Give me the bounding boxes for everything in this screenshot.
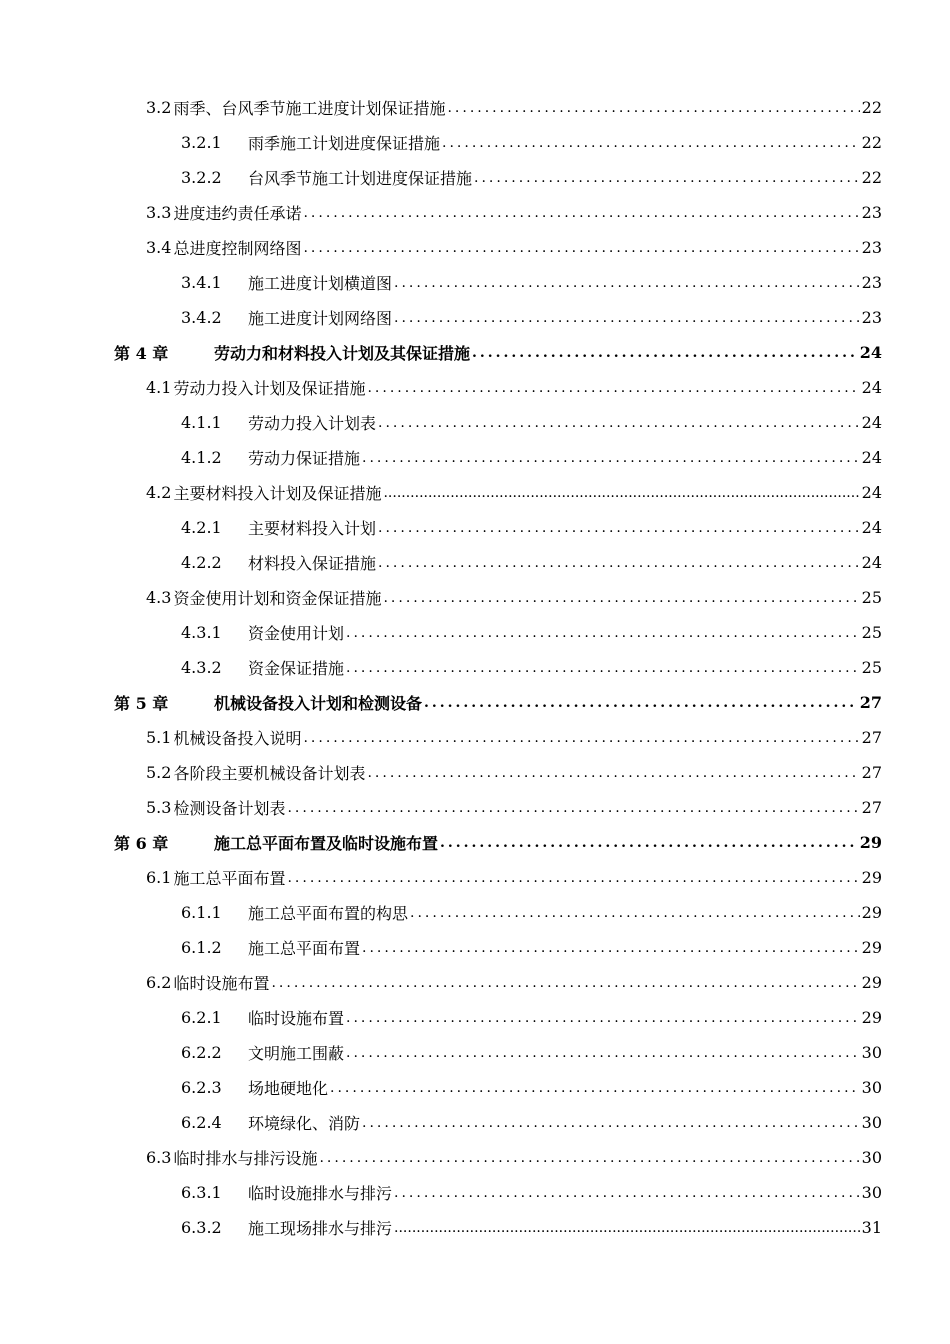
toc-entry[interactable] <box>181 1070 882 1105</box>
toc-entry[interactable] <box>146 370 882 405</box>
toc-entry-title: 进度违约责任承诺 <box>173 204 302 223</box>
toc-entry-number: 第 6 章 <box>114 834 169 853</box>
toc-entry-number: 6.3.1 <box>181 1183 222 1202</box>
toc-entry-title: 雨季、台风季节施工进度计划保证措施 <box>173 99 446 118</box>
toc-entry[interactable] <box>146 755 882 790</box>
toc-entry-number: 第 5 章 <box>114 694 169 713</box>
toc-entry-number: 6.3 <box>146 1148 172 1167</box>
toc-dot-leader <box>394 310 860 326</box>
toc-entry[interactable] <box>146 720 882 755</box>
toc-entry-title: 劳动力和材料投入计划及其保证措施 <box>214 344 471 363</box>
toc-entry-page-number: 22 <box>861 98 882 117</box>
toc-entry-title: 施工进度计划网络图 <box>248 309 393 328</box>
toc-entry[interactable] <box>181 405 882 440</box>
toc-entry-number: 6.1.2 <box>181 938 222 957</box>
toc-entry-number: 3.3 <box>146 203 172 222</box>
toc-entry[interactable] <box>181 1105 882 1140</box>
toc-entry-number: 4.3 <box>146 588 172 607</box>
toc-entry-title: 资金保证措施 <box>248 659 345 678</box>
toc-entry[interactable] <box>146 790 882 825</box>
toc-entry[interactable] <box>181 265 882 300</box>
toc-entry-number: 6.2.4 <box>181 1113 222 1132</box>
toc-entry-title: 施工总平面布置及临时设施布置 <box>214 834 439 853</box>
toc-entry[interactable] <box>181 440 882 475</box>
toc-entry-number: 5.3 <box>146 798 172 817</box>
toc-dot-leader <box>303 205 859 221</box>
toc-entry-title: 材料投入保证措施 <box>248 554 377 573</box>
toc-entry-page-number: 31 <box>861 1218 882 1237</box>
toc-entry-title: 施工现场排水与排污 <box>248 1219 393 1238</box>
toc-entry-page-number: 24 <box>861 518 882 537</box>
toc-entry-page-number: 27 <box>861 763 882 782</box>
toc-dot-leader <box>394 275 860 291</box>
toc-entry-number: 4.1.2 <box>181 448 222 467</box>
toc-entry-page-number: 27 <box>861 728 882 747</box>
toc-entry-page-number: 23 <box>861 203 882 222</box>
toc-entry-title: 资金使用计划 <box>248 624 345 643</box>
toc-entry-page-number: 30 <box>861 1113 882 1132</box>
toc-entry-page-number: 30 <box>861 1078 882 1097</box>
toc-entry-page-number: 23 <box>861 273 882 292</box>
toc-entry-page-number: 29 <box>861 938 882 957</box>
toc-dot-leader <box>442 135 860 151</box>
toc-entry-number: 5.1 <box>146 728 172 747</box>
toc-dot-leader <box>362 940 860 956</box>
toc-entry[interactable] <box>181 1035 882 1070</box>
toc-entry-number: 4.3.2 <box>181 658 222 677</box>
toc-dot-leader <box>362 450 860 466</box>
toc-entry-page-number: 29 <box>861 1008 882 1027</box>
toc-entry-title: 施工总平面布置 <box>248 939 361 958</box>
toc-entry-number: 6.2.3 <box>181 1078 222 1097</box>
toc-entry[interactable] <box>146 580 882 615</box>
toc-entry[interactable] <box>114 825 882 860</box>
toc-entry-number: 6.3.2 <box>181 1218 222 1237</box>
toc-entry-number: 6.2.1 <box>181 1008 222 1027</box>
toc-entry-number: 5.2 <box>146 763 172 782</box>
toc-entry-page-number: 23 <box>861 308 882 327</box>
toc-entry-page-number: 27 <box>861 798 882 817</box>
toc-entry-title: 检测设备计划表 <box>173 799 286 818</box>
toc-entry[interactable] <box>181 895 882 930</box>
toc-entry[interactable] <box>146 475 882 510</box>
toc-dot-leader <box>424 695 858 711</box>
toc-entry-number: 3.2 <box>146 98 172 117</box>
toc-entry-page-number: 25 <box>861 588 882 607</box>
toc-entry-page-number: 29 <box>861 973 882 992</box>
toc-dot-leader <box>367 380 859 396</box>
toc-entry-title: 主要材料投入计划 <box>248 519 377 538</box>
toc-entry-title: 临时设施布置 <box>248 1009 345 1028</box>
toc-dot-leader <box>271 975 859 991</box>
toc-dot-leader <box>287 870 859 886</box>
toc-entry-number: 3.2.2 <box>181 168 222 187</box>
toc-entry-title: 机械设备投入计划和检测设备 <box>214 694 423 713</box>
toc-entry-page-number: 29 <box>861 903 882 922</box>
toc-entry-number: 4.3.1 <box>181 623 222 642</box>
toc-entry[interactable] <box>181 1210 882 1245</box>
toc-entry-page-number: 24 <box>861 483 882 502</box>
toc-entry[interactable] <box>181 1000 882 1035</box>
toc-entry-page-number: 30 <box>861 1148 882 1167</box>
toc-entry-title: 雨季施工计划进度保证措施 <box>248 134 441 153</box>
toc-entry-title: 劳动力保证措施 <box>248 449 361 468</box>
toc-entry-title: 场地硬地化 <box>248 1079 329 1098</box>
toc-entry-title: 施工总平面布置的构思 <box>248 904 409 923</box>
toc-dot-leader <box>319 1150 859 1166</box>
toc-entry[interactable] <box>146 195 882 230</box>
toc-entry-number: 6.2.2 <box>181 1043 222 1062</box>
toc-entry-title: 资金使用计划和资金保证措施 <box>173 589 382 608</box>
toc-entry-title: 临时设施排水与排污 <box>248 1184 393 1203</box>
toc-entry-title: 劳动力投入计划及保证措施 <box>173 379 366 398</box>
toc-entry-title: 台风季节施工计划进度保证措施 <box>248 169 473 188</box>
toc-entry[interactable] <box>181 1175 882 1210</box>
toc-dot-leader <box>447 100 859 116</box>
toc-entry-number: 4.2 <box>146 483 172 502</box>
toc-entry-page-number: 24 <box>859 343 882 362</box>
toc-entry-title: 主要材料投入计划及保证措施 <box>173 484 382 503</box>
toc-entry-title: 文明施工围蔽 <box>248 1044 345 1063</box>
toc-entry-number: 4.2.1 <box>181 518 222 537</box>
toc-entry-title: 临时设施布置 <box>173 974 270 993</box>
toc-entry-page-number: 24 <box>861 448 882 467</box>
toc-dot-leader <box>440 835 858 851</box>
toc-entry-number: 6.2 <box>146 973 172 992</box>
toc-entry[interactable] <box>146 230 882 265</box>
toc-dot-leader <box>410 905 860 921</box>
toc-entry-title: 总进度控制网络图 <box>173 239 302 258</box>
toc-entry-page-number: 22 <box>861 168 882 187</box>
toc-dot-leader <box>378 520 860 536</box>
toc-entry[interactable] <box>181 510 882 545</box>
toc-dot-leader <box>346 1010 860 1026</box>
toc-entry[interactable] <box>181 650 882 685</box>
toc-dot-leader <box>383 485 859 501</box>
toc-entry-number: 4.1.1 <box>181 413 222 432</box>
toc-entry[interactable] <box>114 685 882 720</box>
toc-dot-leader <box>378 555 860 571</box>
toc-entry-page-number: 30 <box>861 1043 882 1062</box>
toc-entry-page-number: 22 <box>861 133 882 152</box>
toc-entry-page-number: 29 <box>859 833 882 852</box>
toc-dot-leader <box>474 170 860 186</box>
toc-dot-leader <box>394 1185 860 1201</box>
toc-dot-leader <box>346 660 860 676</box>
toc-entry-page-number: 29 <box>861 868 882 887</box>
toc-entry-page-number: 24 <box>861 413 882 432</box>
toc-dot-leader <box>367 765 859 781</box>
toc-entry-page-number: 25 <box>861 623 882 642</box>
toc-entry-number: 4.2.2 <box>181 553 222 572</box>
toc-entry[interactable] <box>181 300 882 335</box>
toc-entry-number: 3.4.1 <box>181 273 222 292</box>
toc-entry[interactable] <box>146 860 882 895</box>
toc-entry[interactable] <box>114 335 882 370</box>
toc-entry-title: 施工进度计划横道图 <box>248 274 393 293</box>
toc-entry-number: 4.1 <box>146 378 172 397</box>
toc-entry-title: 施工总平面布置 <box>173 869 286 888</box>
toc-dot-leader <box>472 345 858 361</box>
toc-entry-title: 机械设备投入说明 <box>173 729 302 748</box>
toc-dot-leader <box>303 730 859 746</box>
toc-entry-number: 第 4 章 <box>114 344 169 363</box>
toc-entry-page-number: 27 <box>859 693 882 712</box>
toc-dot-leader <box>330 1080 860 1096</box>
toc-entry[interactable] <box>181 615 882 650</box>
toc-entry[interactable] <box>181 930 882 965</box>
toc-dot-leader <box>362 1115 860 1131</box>
toc-entry[interactable] <box>181 125 882 160</box>
toc-entry-number: 6.1 <box>146 868 172 887</box>
toc-entry-title: 劳动力投入计划表 <box>248 414 377 433</box>
toc-entry-number: 3.2.1 <box>181 133 222 152</box>
toc-entry-number: 3.4.2 <box>181 308 222 327</box>
toc-entry[interactable] <box>146 965 882 1000</box>
toc-entry-page-number: 23 <box>861 238 882 257</box>
toc-entry-page-number: 24 <box>861 553 882 572</box>
toc-entry-page-number: 24 <box>861 378 882 397</box>
toc-entry[interactable] <box>146 90 882 125</box>
toc-entry[interactable] <box>146 1140 882 1175</box>
toc-dot-leader <box>346 625 860 641</box>
toc-dot-leader <box>346 1045 860 1061</box>
toc-entry-number: 3.4 <box>146 238 172 257</box>
toc-dot-leader <box>378 415 860 431</box>
toc-entry-title: 各阶段主要机械设备计划表 <box>173 764 366 783</box>
toc-entry-page-number: 30 <box>861 1183 882 1202</box>
toc-entry-title: 环境绿化、消防 <box>248 1114 361 1133</box>
toc-dot-leader <box>287 800 859 816</box>
toc-entry-number: 6.1.1 <box>181 903 222 922</box>
toc-entry[interactable] <box>181 545 882 580</box>
toc-dot-leader <box>394 1220 860 1236</box>
toc-dot-leader <box>303 240 859 256</box>
toc-entry-page-number: 25 <box>861 658 882 677</box>
toc-dot-leader <box>383 590 859 606</box>
toc-entry[interactable] <box>181 160 882 195</box>
toc-entry-title: 临时排水与排污设施 <box>173 1149 318 1168</box>
